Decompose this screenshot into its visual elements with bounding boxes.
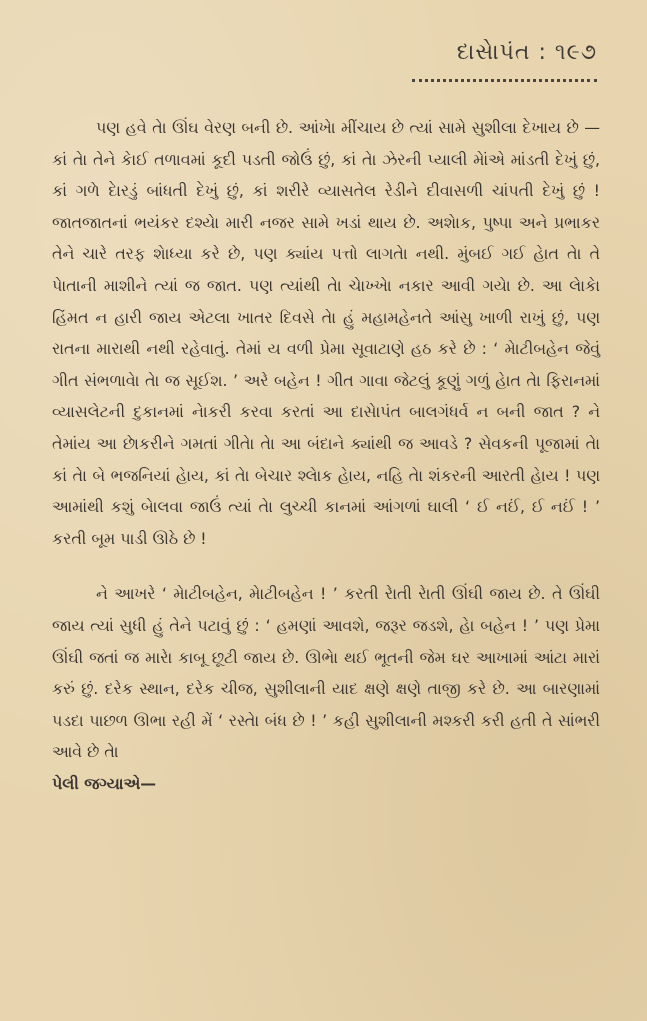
page-header: [375, 40, 597, 82]
paragraph-2: ને આખરે ‘ મેાટીબહેન, મેાટીબહેન ! ’ કરતી રેાતી રેાતી ઊંઘી જાય છે. તે ઊંઘી જાય ત્યાં સુધી હું તેને પટાવું છું : ‘ હમણાં આવશે, જરૂર જડશે, હેા બહેન ! ’ પણ પ્રેમા ઊંઘી જતાં જ મારેા કાબૂ છૂટી જાય છે. ઊભેા થઈ ભૂતની જેમ ઘર આખામાં આંટા મારાં કરું છું. દરેક સ્થાન, દરેક ચીજ, સુશીલાની યાદ ક્ષણે ક્ષણે તાજી કરે છે. આ બારણામાં પડદા પાછળ ઊભા રહી મેં ‘ રસ્તેા બંધ છે ! ’ કહી સુશીલાની મશ્કરી કરી હતી તે સાંભરી આવે છે તેા: [52, 584, 600, 762]
running-title-with-page-number: દાસેાપંત : ૧૯૭: [456, 40, 597, 65]
body-text: [52, 112, 600, 799]
closing-line: પેલી જગ્યાએ—: [52, 773, 156, 793]
paragraph-1: પણ હવે તેા ઊંઘ વેરણ બની છે. આંખેા મીંચાય છે ત્યાં સામે સુશીલા દેખાય છે — કાં તેા તેને કેાઈ તળાવમાં કૂદી પડતી જોઉં છું, કાં તેા ઝેરની પ્યાલી મેાંએ માંડતી દેખું છું, કાં ગળે દેારડું બાંધતી દેખું છું, કાં શરીરે વ્યાસતેલ રેડીને દીવાસળી ચાંપતી દેખું છું ! જાતજાતનાં ભયંકર દશ્યેા મારી નજર સામે ખડાં થાય છે. અશેાક, પુષ્પા અને પ્રભાકર તેને ચારે તરફ શેાધ્યા કરે છે, પણ ક્યાંય પત્તો લાગતેા નથી. મુંબઈ ગઈ હેાત તેા તે પેાતાની માશીને ત્યાં જ જાત. પણ ત્યાંથી તેા ચેાખ્ખેા નકાર આવી ગયેા છે. આ લેાકેા હિંમત ન હારી જાય એટલા ખાતર દિવસે તેા હું મહામહેનતે આંસુ ખાળી રાખું છું, પણ રાતના મારાથી નથી રહેવાતું. તેમાં ય વળી પ્રેમા સૂવાટાણે હઠ કરે છે : ‘ મેાટીબહેન જેવું ગીત સંભળાવેા તેા જ સૂઈશ. ’ અરે બહેન ! ગીત ગાવા જેટલું કૂણું ગળું હેાત તેા ફિરાનમાં વ્યાસલેટની દુકાનમાં નેાકરી કરવા કરતાં આ દાસેાપંત બાલગંધર્વ ન બની જાત ? ને તેમાંય આ છેાકરીને ગમતાં ગીતેા તેા આ બંદાને ક્યાંથી જ આવડે ? સેવકની પૂજામાં તેા કાં તેા બે ભજનિયાં હેાય, કાં તેા બેચાર શ્લેાક હેાય, નહિ તેા શંકરની આરતી હેાય ! પણ આમાંથી કશું બેાલવા જાઉં ત્યાં તેા લુચ્ચી કાનમાં આંગળાં ઘાલી ‘ ઈ નઈં, ઈ નઈં ! ’ કરતી બૂમ પાડી ઊઠે છે !: [52, 118, 600, 548]
dotted-rule: [412, 73, 597, 82]
